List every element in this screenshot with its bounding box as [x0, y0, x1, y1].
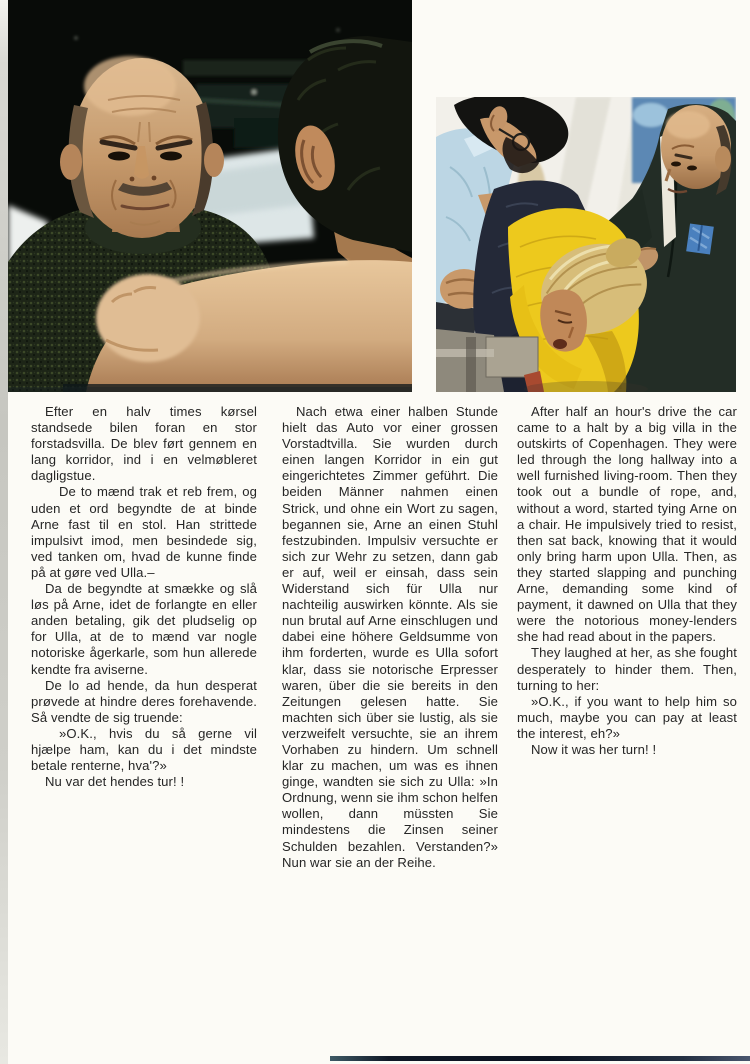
page-edge-shadow	[0, 0, 8, 1064]
danish-paragraph-1: Efter en halv times kørsel standsede bilen foran en stor forstadsvilla. De blev ført gennem en lang korridor, ind i en velmøbleret dagligstue.	[31, 404, 257, 484]
english-paragraph-3: »O.K., if you want to help him so much, maybe you can pay at least the interest, eh?»	[517, 693, 737, 741]
villa-scene-illustration	[436, 97, 736, 392]
column-danish	[31, 404, 257, 790]
photo-car-scene	[8, 0, 412, 392]
danish-paragraph-3: Da de begyndte at smække og slå løs på Arne, idet de forlangte en eller anden betaling, gik det pludselig op for Ulla, at de to mænd var nogle notoriske ågerkarle, som hun allerede kendte fra aviserne.	[31, 581, 257, 677]
english-paragraph-4: Now it was her turn! !	[531, 741, 657, 757]
danish-paragraph-5: »O.K., hvis du så gerne vil hjælpe ham, kan du i det mindste betale renterne, hva'?»	[31, 725, 257, 774]
german-paragraph-1: Nach etwa einer halben Stunde hielt das Auto vor einer grossen Vorstadtvilla. Sie wurden durch einen langen Korridor in ein gut eingerichtetes Zimmer geführt. Die beiden Männer nahmen einen Strick, und ohne ein Wort zu sagen, begannen sie, Arne an einen Stuhl festzubinden. Impulsiv versuchte er sich zur Wehr zu setzen, dann gab er auf, weil er einsah, dass sein Widerstand sich für Ulla nur nachteilig auswirken könnte. Als sie nun brutal auf Arne einschlugen und dabei eine höhere Geldsumme von ihm forderten, wurde es Ulla sofort klar, dass sie notorische Erpresser waren, über die sie bereits in den Zeitungen gelesen hatte. Sie machten sich über sie lustig, als sie verzweifelt versuchte, sie an ihrem Vorhaben zu hindern. Um schnell klar zu machen, um was es ihnen ginge, wandten sie sich zu Ulla: »In Ordnung, wenn sie ihm schon helfen wollen, dann müssten Sie mindestens die Zinsen seiner Schulden bezahlen. Verstanden?» Nun war sie an der Reihe.	[282, 404, 498, 870]
car-scene-illustration	[8, 0, 412, 392]
column-german	[282, 404, 498, 871]
column-english	[517, 404, 737, 758]
pocket-square	[686, 223, 714, 254]
english-paragraph-2: They laughed at her, as she fought desperately to hinder them. Then, turning to her:	[517, 645, 737, 693]
english-paragraph-1: After half an hour's drive the car came to a halt by a big villa in the outskirts of Copenhagen. They were led through the long hallway into a well furnished living-room. Then they took out a bundle of rope, and, without a word, started tying Arne on a chair. He impulsively tried to resist, then sat back, knowing that it would only bring harm upon Ulla. Then, as they started slapping and punching Arne, demanding some kind of payment, it dawned on Ulla that they were the notorious money-lenders she had read about in the papers.	[517, 404, 737, 645]
photo-villa-scene	[436, 97, 736, 392]
danish-paragraph-4: De lo ad hende, da hun desperat prøvede at hindre deres forehavende. Så vendte de sig truende:	[31, 677, 257, 725]
danish-paragraph-2: De to mænd trak et reb frem, og uden et ord begyndte de at binde Arne fast til en stol. Han strittede impulsivt imod, men besindede sig, ved tanken om, hvad de kunne finde på at gøre ved Ulla.–	[31, 484, 257, 580]
scan-bottom-strip	[330, 1056, 750, 1061]
danish-paragraph-6: Nu var det hendes tur! !	[45, 774, 185, 790]
